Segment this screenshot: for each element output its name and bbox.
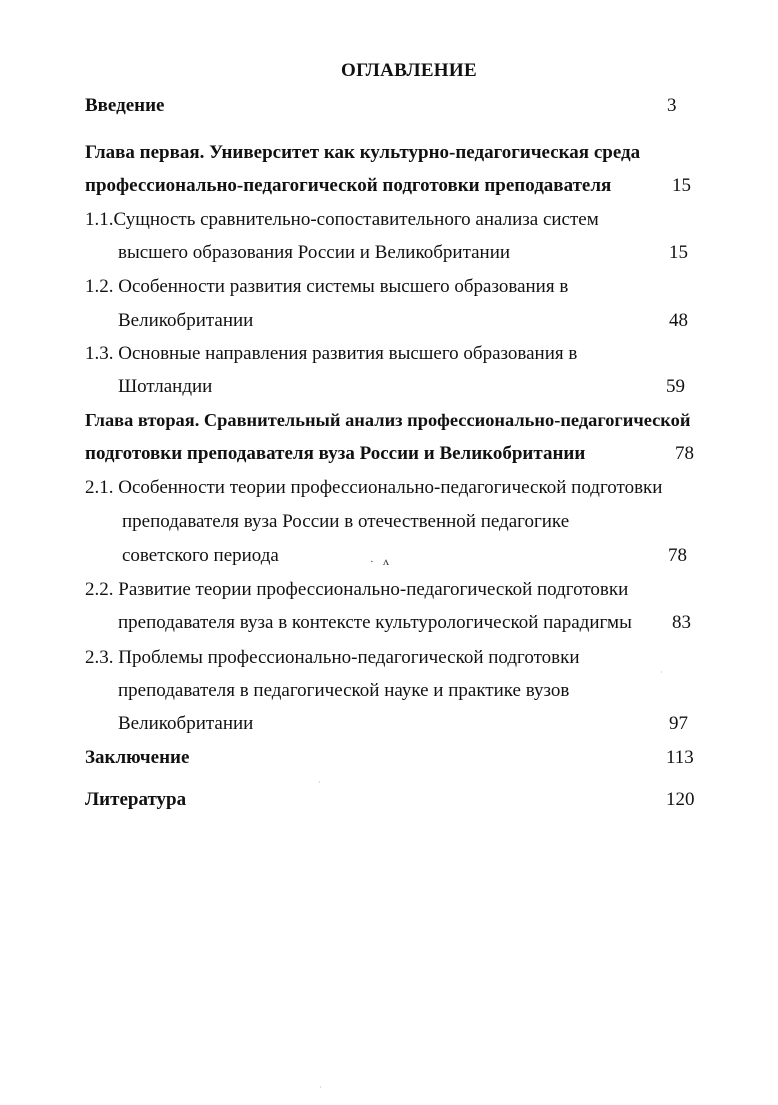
scan-speck: ʌ <box>383 554 389 568</box>
toc-page-number: 120 <box>666 789 695 810</box>
toc-page-number: 78 <box>675 443 694 464</box>
toc-page-number: 113 <box>666 747 694 768</box>
scan-speck: · <box>319 1083 322 1092</box>
toc-entry-bibliography: Литература <box>85 789 187 810</box>
toc-section-2-3-line-3: Великобритании <box>118 713 254 734</box>
toc-entry-conclusion: Заключение <box>85 747 190 768</box>
toc-page-number: 59 <box>666 376 685 397</box>
toc-section-1-1-line-1: 1.1.Сущность сравнительно-сопоставительного анализа систем <box>85 209 599 230</box>
toc-entry-introduction: Введение <box>85 95 165 116</box>
toc-page-number: 83 <box>672 612 691 633</box>
toc-section-2-3-line-1: 2.3. Проблемы профессионально-педагогической подготовки <box>85 647 580 668</box>
toc-section-1-1-line-2: высшего образования России и Великобритании <box>118 242 511 263</box>
scan-speck: · <box>370 556 374 568</box>
toc-chapter-1-line-1: Глава первая. Университет как культурно-педагогическая среда <box>85 142 641 163</box>
toc-page-number: 15 <box>672 175 691 196</box>
toc-page-number: 78 <box>668 545 687 566</box>
toc-section-2-3-line-2: преподавателя в педагогической науке и практике вузов <box>118 680 570 701</box>
toc-page-number: 48 <box>669 310 688 331</box>
scan-speck: · <box>318 778 321 787</box>
toc-chapter-2-line-1: Глава вторая. Сравнительный анализ профессионально-педагогической <box>85 410 691 430</box>
toc-section-1-3-line-1: 1.3. Основные направления развития высшего образования в <box>85 343 578 364</box>
toc-chapter-2-line-2: подготовки преподавателя вуза России и Великобритании <box>85 443 586 464</box>
toc-page-number: 15 <box>669 242 688 263</box>
page-title: ОГЛАВЛЕНИЕ <box>341 60 477 81</box>
toc-section-1-2-line-1: 1.2. Особенности развития системы высшего образования в <box>85 276 569 297</box>
toc-chapter-1-line-2: профессионально-педагогической подготовки преподавателя <box>85 175 612 196</box>
toc-section-2-1-line-1: 2.1. Особенности теории профессионально-педагогической подготовки <box>85 477 663 498</box>
scan-speck: · <box>660 668 663 677</box>
toc-section-1-3-line-2: Шотландии <box>118 376 213 397</box>
toc-section-2-1-line-2: преподавателя вуза России в отечественной педагогике <box>122 511 570 532</box>
toc-section-1-2-line-2: Великобритании <box>118 310 254 331</box>
toc-page-number: 3 <box>667 95 677 116</box>
toc-section-2-1-line-3: советского периода <box>122 545 279 566</box>
toc-page-number: 97 <box>669 713 688 734</box>
toc-section-2-2-line-2: преподавателя вуза в контексте культурологической парадигмы <box>118 612 632 633</box>
toc-section-2-2-line-1: 2.2. Развитие теории профессионально-педагогической подготовки <box>85 579 629 600</box>
